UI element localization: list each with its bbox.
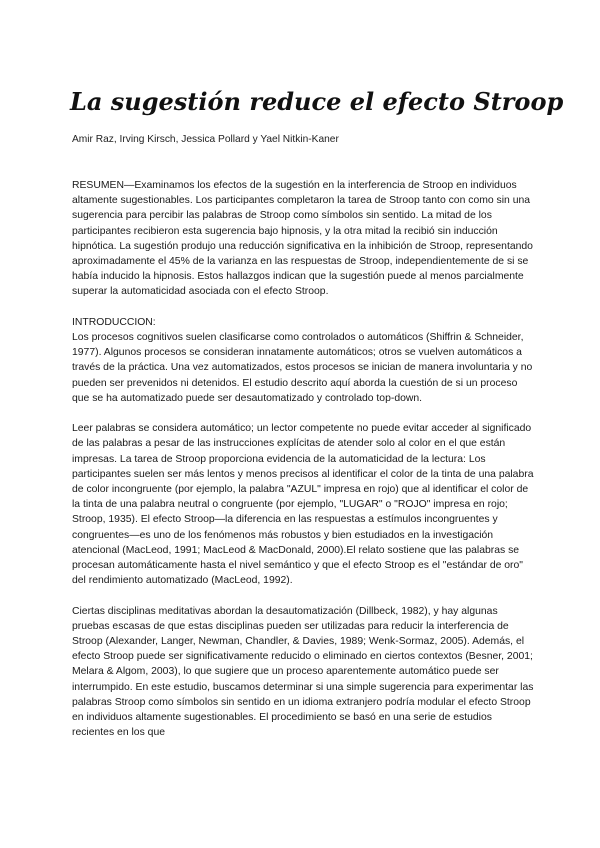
paper-title: La sugestión reduce el efecto Stroop — [70, 87, 564, 116]
introduction-paragraph-2: Leer palabras se considera automático; un lector competente no puede evitar acceder al significado de las palabras a pesar de las instrucciones explícitas de atender solo al color en el que están impresas. La tarea de Stroop proporciona evidencia de la automaticidad de la lectura: Los participantes suelen ser más lentos y menos precisos al identificar el color de la tinta de una palabra de color incongruente (por ejemplo, la palabra "AZUL" impresa en rojo) que al identificar el color de la tinta de una palabra neutral o congruente (por ejemplo, "LUGAR" o "ROJO" impresa en rojo; Stroop, 1935). El efecto Stroop—la diferencia en las respuestas a estímulos incongruentes y congruentes—es uno de los fenómenos más robustos y bien estudiados en la investigación atencional (MacLeod, 1991; MacLeod & MacDonald, 2000).El relato sostiene que las palabras se procesan automáticamente hasta el nivel semántico y que el efecto Stroop es el "estándar de oro" del rendimiento automatizado (MacLeod, 1992). — [72, 423, 534, 587]
introduction-paragraph-3: Ciertas disciplinas meditativas abordan la desautomatización (Dillbeck, 1982), y hay algunas pruebas escasas de que estas disciplinas pueden ser utilizadas para reducir la interferencia de Stroop (Alexander, Langer, Newman, Chandler, & Davies, 1989; Wenk-Sormaz, 2005). Además, el efecto Stroop puede ser significativamente reducido o eliminado en ciertos contextos (Besner, 2001; Melara & Algom, 2003), lo que sugiere que un proceso aparentemente automático puede ser interrumpido. En este estudio, buscamos determinar si una simple sugerencia para experimentar las palabras Stroop como símbolos sin sentido en un idioma extranjero podría modular el efecto Stroop en individuos altamente sugestionables. El procedimiento se basó en una serie de estudios recientes en los que — [72, 605, 534, 739]
introduction-paragraph-1: Los procesos cognitivos suelen clasificarse como controlados o automáticos (Shiffrin & Schneider, 1977). Algunos procesos se consideran innatamente automáticos; otros se vuelven automáticos a través de la práctica. Una vez automatizados, estos procesos se inician de manera involuntaria y no pueden ser prevenidos ni detenidos. El estudio descrito aquí aborda la cuestión de si un proceso que se ha automatizado puede ser desautomatizado y controlado top-down. — [72, 332, 533, 404]
author-list: Amir Raz, Irving Kirsch, Jessica Pollard y Yael Nitkin-Kaner — [72, 134, 339, 145]
abstract-paragraph: RESUMEN—Examinamos los efectos de la sugestión en la interferencia de Stroop en individuos altamente sugestionables. Los participantes completaron la tarea de Stroop tanto con como sin una sugerencia para percibir las palabras de Stroop como símbolos sin sentido. La mitad de los participantes recibieron esta sugerencia bajo hipnosis, y la otra mitad la recibió sin inducción hipnótica. La sugestión produjo una reducción significativa en la inhibición de Stroop, representando aproximadamente el 45% de la varianza en las respuestas de Stroop, independientemente de si se había inducido la hipnosis. Estos hallazgos indican que la sugestión puede al menos parcialmente superar la automaticidad asociada con el efecto Stroop. — [72, 180, 533, 298]
introduction-heading: INTRODUCCION: — [72, 316, 156, 328]
paper-body — [72, 178, 534, 756]
